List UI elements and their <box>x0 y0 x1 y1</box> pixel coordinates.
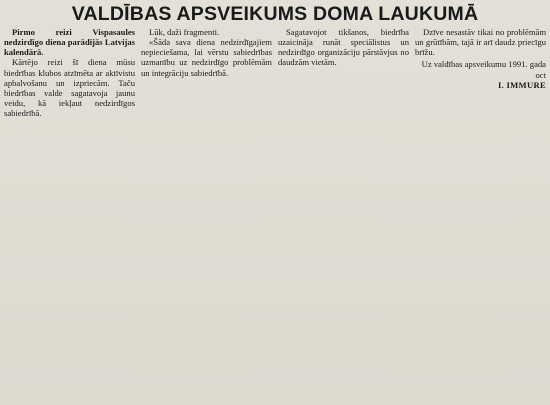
article-columns <box>4 27 546 403</box>
headline: VALDĪBAS APSVEIKUMS DOMA LAUKUMĀ <box>71 3 479 25</box>
column-2-paragraph: «Šāda sava diena nedzirdīgajiem nepieciešama, lai vērstu sabiedrības uzmanību uz nedzirdīgo problēmām un integrāciju sabiedrībā. <box>141 37 272 78</box>
column-1-paragraph: Kārtējo reizi šī diena mūsu biedrības klubos atzīmēta ar aktīvistu apbalvošanu un izpriecām. Taču biedrības valde sagatavoja jaunu veidu, kā iekļaut nedzirdīgos sabiedrībā. <box>4 57 135 119</box>
signature-line: Uz valdības apsveikumu 1991. gada oct <box>421 59 546 80</box>
column-1 <box>4 27 135 403</box>
column-2-lead: Lūk, daži fragmenti. <box>149 27 220 37</box>
column-4-paragraph: Dzīve nesastāv tikai no problēmām un grūtībām, tajā ir arī daudz priecīgu brīžu. <box>415 27 546 58</box>
column-3 <box>278 27 409 403</box>
column-2 <box>141 27 272 403</box>
column-3-paragraph: Sagatavojot tikšanos, biedrība uzaicināja runāt speciālistus un nedzirdīgo organizāciju pārstāvjus no daudzām vietām. <box>278 27 409 68</box>
author-name: I. IMMURE <box>497 79 546 90</box>
signature-block <box>415 59 546 89</box>
column-1-lead: Pirmo reizi Vispasaules nedzirdīgo diena parādījās Latvijas kalendārā. <box>4 27 135 58</box>
column-4 <box>415 27 546 403</box>
